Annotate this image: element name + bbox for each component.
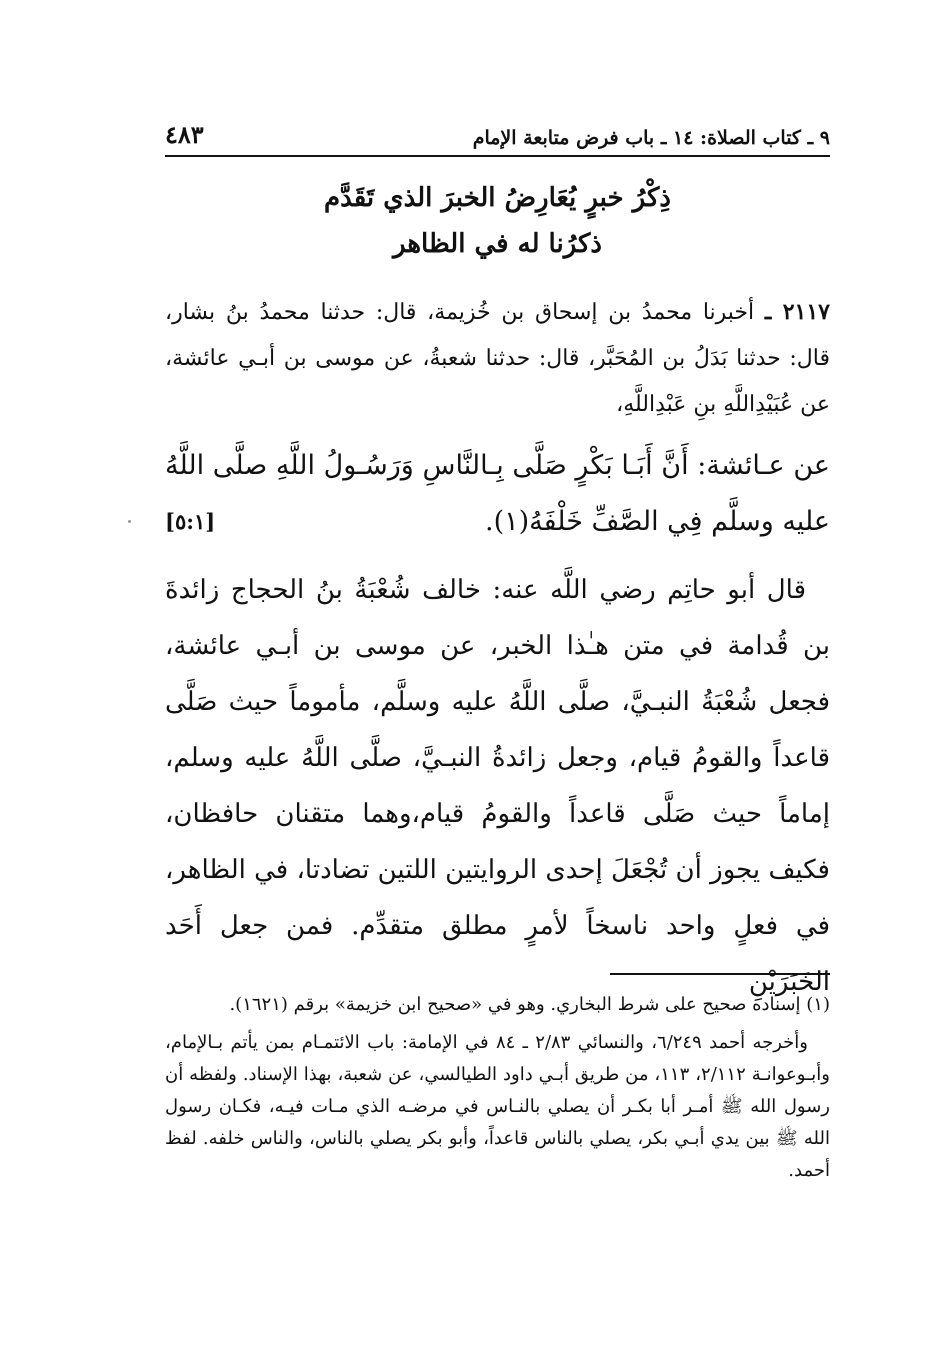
- commentary-paragraph: قال أبو حاتِم رضي اللَّه عنه: خالف شُعْبَةُ بنُ الحجاج زائدةَ بن قُدامة في متن هـٰذا الخبر، عن موسى بن أبـي عائشة، فجعل شُعْبَةُ النبـيَّ، صلَّى اللَّهُ عليه وسلَّم، مأموماً حيث صَلَّى قاعداً والقومُ قيام، وجعل زائدةُ النبـيَّ، صلَّى اللَّهُ عليه وسلم، إماماً حيث صَلَّى قاعداً والقومُ قيام،وهما متقنان حافظان، فكيف يجوز أن تُجْعَلَ إحدى الروايتين اللتين تضادتا، في الظاهر، في فعلٍ واحد ناسخاً لأمرٍ مطلق متقدِّم. فمن جعل أَحَد الخَبَرَيْنِ: [165, 575, 830, 997]
- page-number: ٤٨٣: [165, 120, 204, 149]
- hadith-reference: [٥:١]: [165, 509, 216, 534]
- footnote-1-continued: وأخرجه أحمد ٦/٢٤٩، والنسائي ٢/٨٣ ـ ٨٤ في الإمامة: باب الائتمـام بمن يأتم بـالإمام، وأبـوعوانـة ٢/١١٢، ١١٣، من طريق أبـي داود الطيالسي، عن شعبة، بهذا الإسناد. ولفظه أن رسول الله ﷺ أمـر أبا بكـر أن يصلي بالنـاس في مرضـه الذي مـات فيـه، فكـان رسول الله ﷺ بين يدي أبـي بكر، يصلي بالناس قاعداً، وأبو بكر يصلي بالناس، والناس خلفه. لفظ أحمد.: [165, 1032, 830, 1181]
- hadith-isnad-text: أخبرنا محمدُ بن إسحاق بن خُزيمة، قال: حدثنا محمدُ بنُ بشار، قال: حدثنا بَدَلُ بن المُحَبَّر، قال: حدثنا شعبةُ، عن موسى بن أبـي عائشة، عن عُبَيْدِاللَّهِ بنِ عَبْدِاللَّهِ،: [165, 300, 830, 417]
- book-page: [165, 105, 830, 1181]
- footnote-1: (١) إسناده صحيح على شرط البخاري. وهو في «صحيح ابن خزيمة» برقم (١٦٢١).: [229, 994, 830, 1015]
- running-header: [165, 105, 830, 157]
- chapter-title: ٩ ـ كتاب الصلاة: ١٤ ـ باب فرض متابعة الإمام: [472, 127, 830, 149]
- footnote-divider: [610, 973, 830, 975]
- footnotes: [165, 989, 830, 1187]
- section-heading-line2: ذكرُنا له في الظاهر: [392, 229, 603, 259]
- margin-speck: [128, 520, 131, 523]
- hadith-text: [165, 438, 830, 550]
- hadith-matn-text: عن عـائشة: أَنَّ أَبَـا بَكْرٍ صَلَّى بِـالنَّاسِ وَرَسُـولُ اللَّهِ صلَّى اللَّهُ عليه وسلَّم فِي الصَّفِّ خَلْفَهُ(١).: [165, 450, 830, 537]
- section-heading: [165, 175, 830, 267]
- hadith-number: ٢١١٧ ـ: [764, 299, 830, 325]
- section-heading-line1: ذِكْرُ خبرٍ يُعَارِضُ الخبرَ الذي تَقَدَّم: [324, 183, 671, 213]
- hadith-chain: [165, 289, 830, 428]
